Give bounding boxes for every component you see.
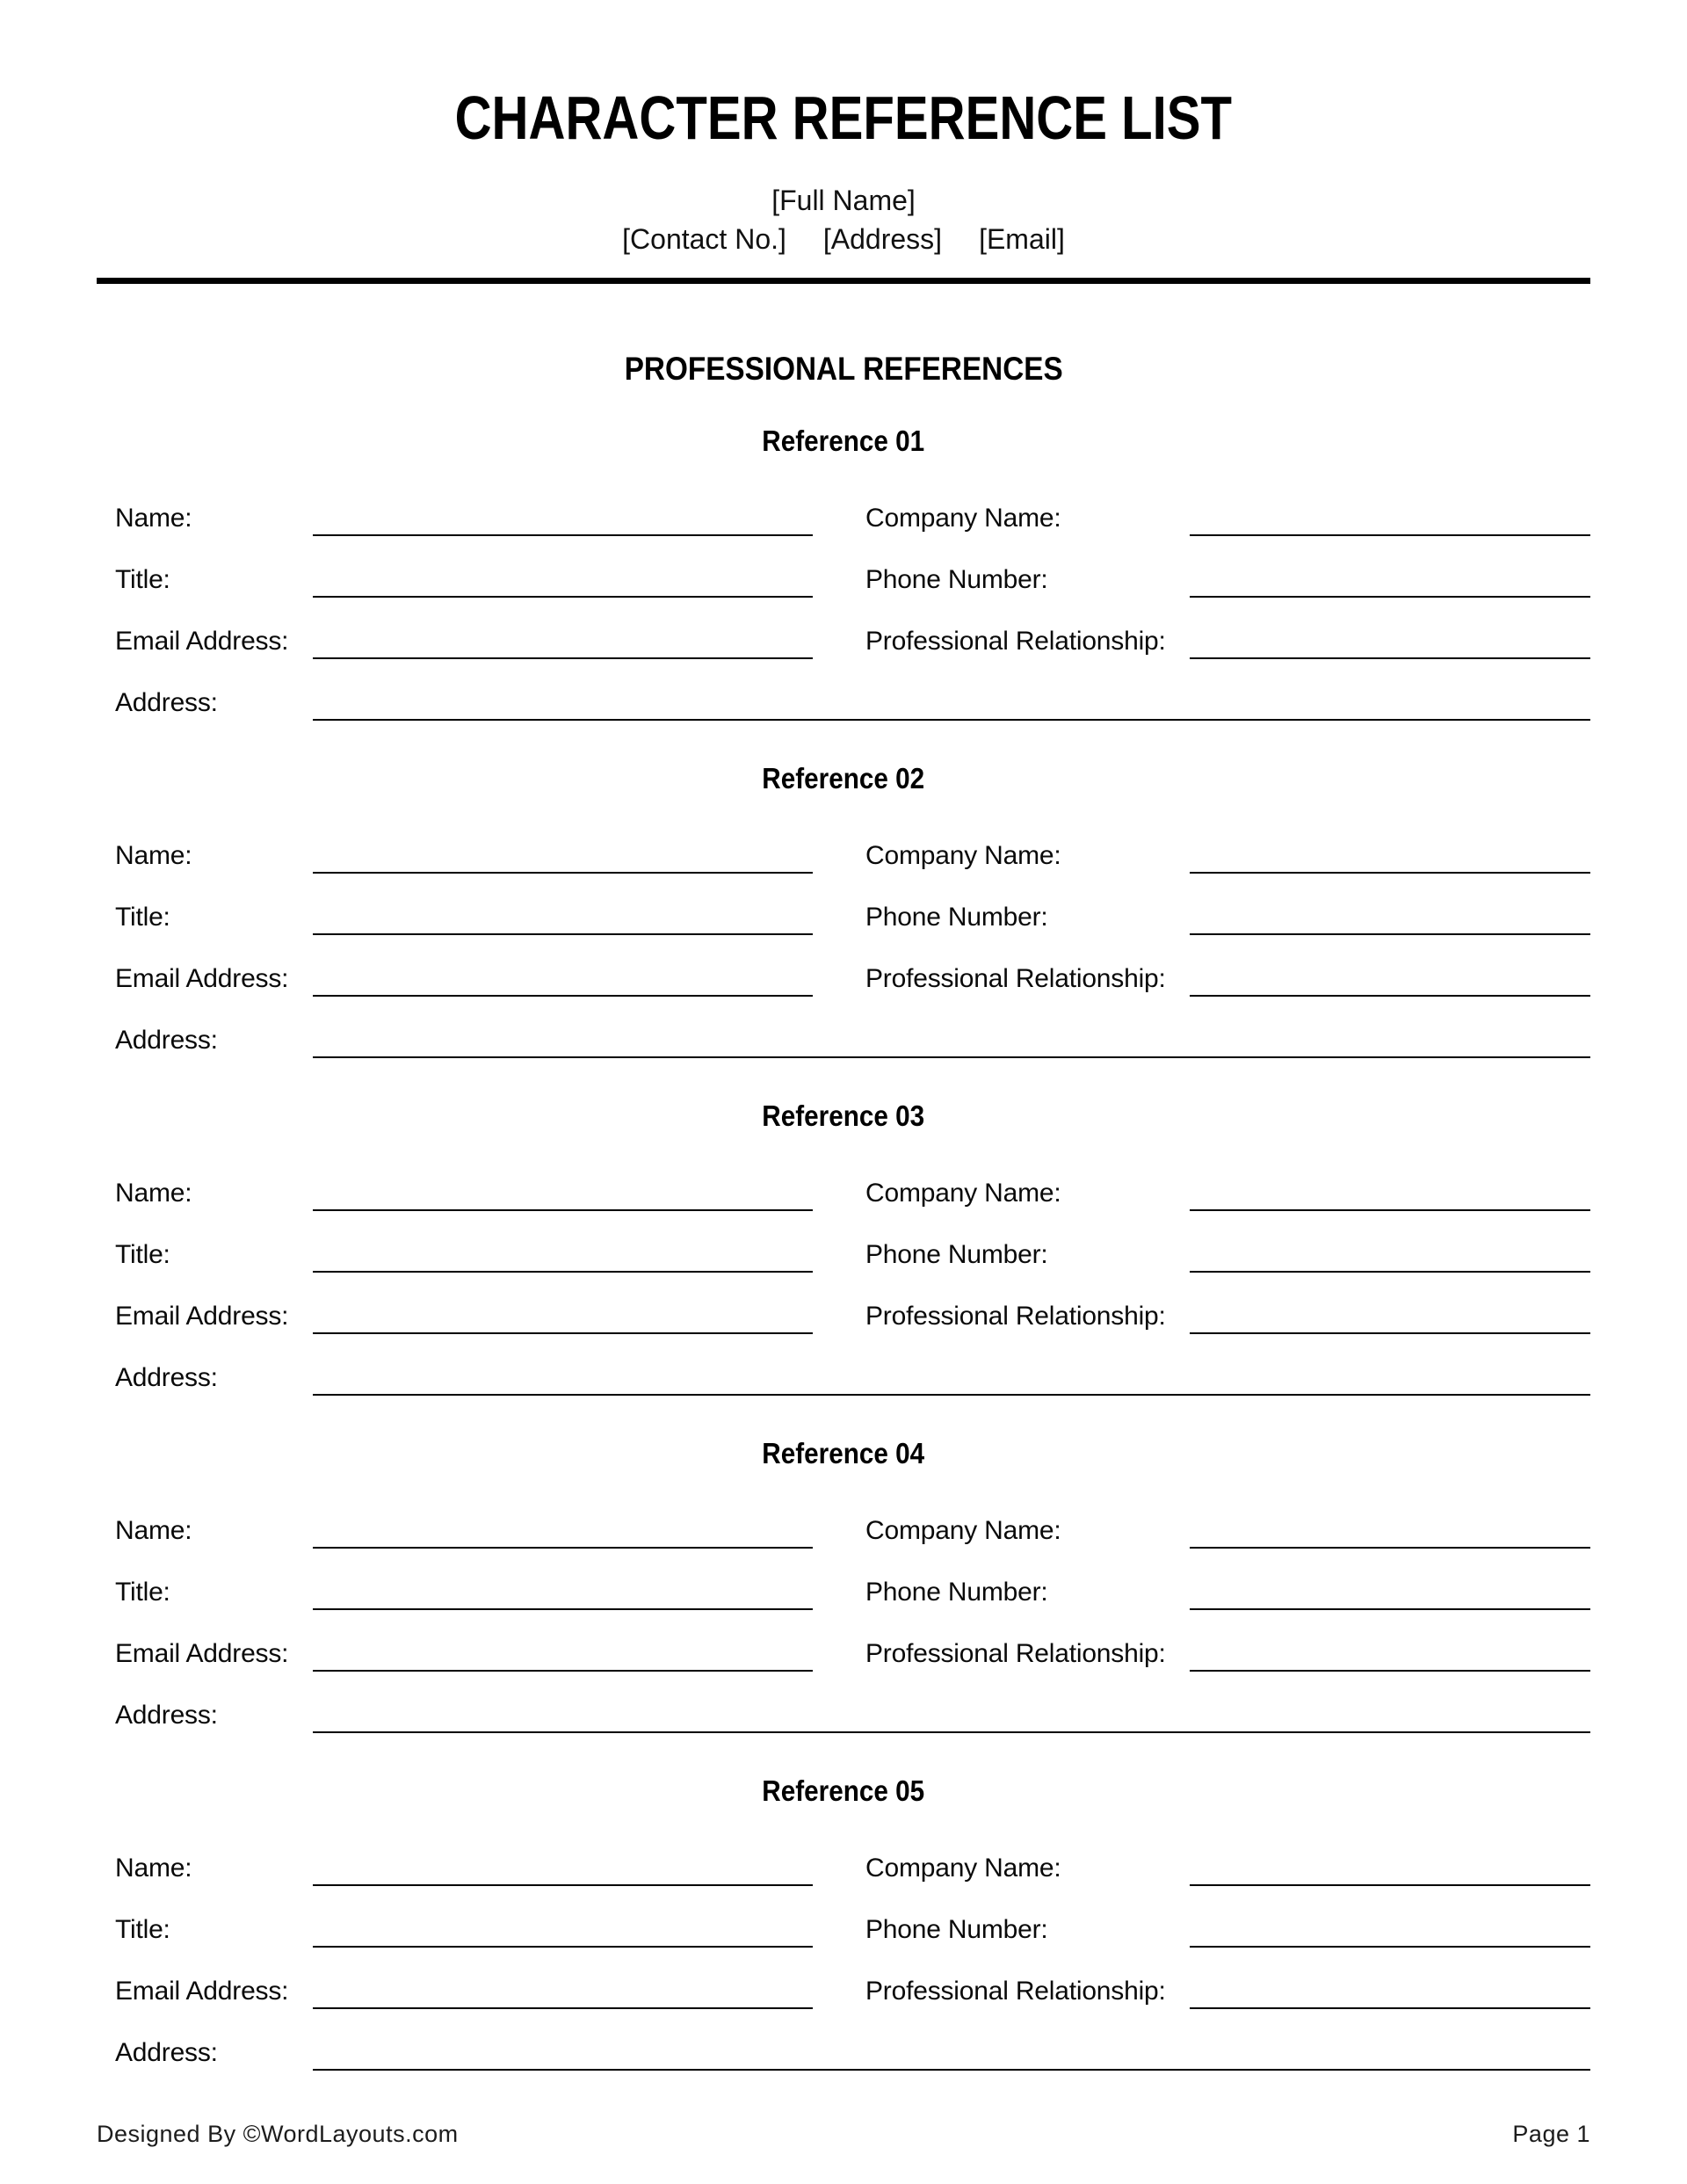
name-fill-line[interactable] — [313, 1176, 813, 1211]
email-address-fill-line[interactable] — [313, 1636, 813, 1672]
company-name-fill-line[interactable] — [1190, 1513, 1590, 1549]
field-row-name-company — [97, 1163, 1590, 1224]
name-label: Name: — [115, 504, 192, 533]
reference-title — [97, 1098, 1590, 1135]
reference-title-text: Reference 02 — [762, 762, 925, 795]
reference-title — [97, 423, 1590, 460]
email-address-fill-line[interactable] — [313, 961, 813, 997]
name-fill-line[interactable] — [313, 1513, 813, 1549]
phone-number-fill-line[interactable] — [1190, 900, 1590, 935]
title-label: Title: — [115, 1240, 170, 1269]
reference-title — [97, 1435, 1590, 1472]
reference-fields — [97, 825, 1590, 1071]
address-placeholder: [Address] — [822, 223, 943, 255]
designer-credit: Designed By ©WordLayouts.com — [97, 2121, 459, 2147]
reference-title-text: Reference 04 — [762, 1437, 925, 1469]
email-address-label: Email Address: — [115, 964, 289, 993]
field-row-address — [97, 1685, 1590, 1746]
address-fill-line[interactable] — [313, 1360, 1590, 1396]
professional-relationship-label: Professional Relationship: — [865, 1977, 1166, 2006]
title-fill-line[interactable] — [313, 1575, 813, 1610]
reference-title — [97, 760, 1590, 797]
address-fill-line[interactable] — [313, 1023, 1590, 1058]
name-label: Name: — [115, 1179, 192, 1208]
document-title — [97, 0, 1590, 152]
title-fill-line[interactable] — [313, 562, 813, 598]
professional-relationship-fill-line[interactable] — [1190, 624, 1590, 659]
field-row-address — [97, 672, 1590, 734]
field-row-email-relationship — [97, 1623, 1590, 1685]
reference-section — [97, 423, 1590, 734]
field-row-title-phone — [97, 1899, 1590, 1961]
address-fill-line[interactable] — [313, 1698, 1590, 1733]
title-label: Title: — [115, 903, 170, 932]
email-address-fill-line[interactable] — [313, 1974, 813, 2009]
company-name-fill-line[interactable] — [1190, 838, 1590, 874]
professional-relationship-fill-line[interactable] — [1190, 1299, 1590, 1334]
title-label: Title: — [115, 1915, 170, 1944]
reference-title-text: Reference 03 — [762, 1099, 925, 1132]
contact-no-placeholder: [Contact No.] — [622, 223, 786, 255]
header-divider-rule — [97, 278, 1590, 284]
references-container — [97, 423, 1590, 2084]
company-name-label: Company Name: — [865, 841, 1061, 870]
professional-relationship-label: Professional Relationship: — [865, 1302, 1166, 1331]
field-row-address — [97, 1347, 1590, 1409]
professional-relationship-fill-line[interactable] — [1190, 961, 1590, 997]
phone-number-fill-line[interactable] — [1190, 562, 1590, 598]
email-address-label: Email Address: — [115, 1977, 289, 2006]
reference-section — [97, 1098, 1590, 1409]
name-label: Name: — [115, 1854, 192, 1883]
phone-number-label: Phone Number: — [865, 1240, 1048, 1269]
phone-number-fill-line[interactable] — [1190, 1912, 1590, 1948]
phone-number-label: Phone Number: — [865, 1915, 1048, 1944]
reference-fields — [97, 1838, 1590, 2084]
address-label: Address: — [115, 1701, 218, 1730]
address-label: Address: — [115, 688, 218, 717]
name-fill-line[interactable] — [313, 838, 813, 874]
title-label: Title: — [115, 1578, 170, 1607]
company-name-label: Company Name: — [865, 1854, 1061, 1883]
field-row-title-phone — [97, 887, 1590, 948]
title-fill-line[interactable] — [313, 1237, 813, 1273]
field-row-email-relationship — [97, 1961, 1590, 2022]
company-name-label: Company Name: — [865, 1179, 1061, 1208]
contact-info-line — [97, 220, 1590, 258]
name-fill-line[interactable] — [313, 501, 813, 536]
name-fill-line[interactable] — [313, 1851, 813, 1886]
company-name-fill-line[interactable] — [1190, 501, 1590, 536]
reference-title-text: Reference 01 — [762, 424, 925, 457]
reference-section — [97, 760, 1590, 1071]
reference-fields — [97, 1500, 1590, 1746]
field-row-email-relationship — [97, 948, 1590, 1010]
professional-references-heading-text: PROFESSIONAL REFERENCES — [624, 351, 1063, 387]
field-row-name-company — [97, 1500, 1590, 1562]
phone-number-fill-line[interactable] — [1190, 1575, 1590, 1610]
reference-fields — [97, 1163, 1590, 1409]
title-fill-line[interactable] — [313, 900, 813, 935]
professional-relationship-fill-line[interactable] — [1190, 1974, 1590, 2009]
address-label: Address: — [115, 1026, 218, 1055]
address-label: Address: — [115, 2038, 218, 2067]
company-name-fill-line[interactable] — [1190, 1851, 1590, 1886]
company-name-fill-line[interactable] — [1190, 1176, 1590, 1211]
page-footer — [97, 2119, 1590, 2149]
field-row-name-company — [97, 825, 1590, 887]
field-row-email-relationship — [97, 611, 1590, 672]
email-address-label: Email Address: — [115, 1639, 289, 1668]
address-label: Address: — [115, 1363, 218, 1392]
phone-number-fill-line[interactable] — [1190, 1237, 1590, 1273]
name-label: Name: — [115, 1516, 192, 1545]
field-row-title-phone — [97, 1224, 1590, 1286]
professional-references-heading — [97, 349, 1590, 389]
field-row-address — [97, 1010, 1590, 1071]
email-address-label: Email Address: — [115, 627, 289, 656]
professional-relationship-fill-line[interactable] — [1190, 1636, 1590, 1672]
field-row-name-company — [97, 488, 1590, 549]
professional-relationship-label: Professional Relationship: — [865, 627, 1166, 656]
field-row-address — [97, 2022, 1590, 2084]
field-row-title-phone — [97, 1562, 1590, 1623]
field-row-title-phone — [97, 549, 1590, 611]
email-address-fill-line[interactable] — [313, 1299, 813, 1334]
field-row-email-relationship — [97, 1286, 1590, 1347]
reference-section — [97, 1773, 1590, 2084]
title-label: Title: — [115, 565, 170, 594]
email-address-label: Email Address: — [115, 1302, 289, 1331]
reference-title — [97, 1773, 1590, 1810]
reference-section — [97, 1435, 1590, 1746]
page-number: Page 1 — [1512, 2121, 1590, 2147]
professional-relationship-label: Professional Relationship: — [865, 964, 1166, 993]
phone-number-label: Phone Number: — [865, 565, 1048, 594]
address-fill-line[interactable] — [313, 2035, 1590, 2071]
company-name-label: Company Name: — [865, 1516, 1061, 1545]
reference-fields — [97, 488, 1590, 734]
phone-number-label: Phone Number: — [865, 1578, 1048, 1607]
reference-title-text: Reference 05 — [762, 1774, 925, 1807]
address-fill-line[interactable] — [313, 686, 1590, 721]
name-label: Name: — [115, 841, 192, 870]
phone-number-label: Phone Number: — [865, 903, 1048, 932]
email-placeholder: [Email] — [979, 223, 1065, 255]
company-name-label: Company Name: — [865, 504, 1061, 533]
full-name-placeholder: [Full Name] — [771, 185, 916, 216]
title-fill-line[interactable] — [313, 1912, 813, 1948]
email-address-fill-line[interactable] — [313, 624, 813, 659]
professional-relationship-label: Professional Relationship: — [865, 1639, 1166, 1668]
field-row-name-company — [97, 1838, 1590, 1899]
document-title-text: CHARACTER REFERENCE LIST — [454, 83, 1233, 152]
